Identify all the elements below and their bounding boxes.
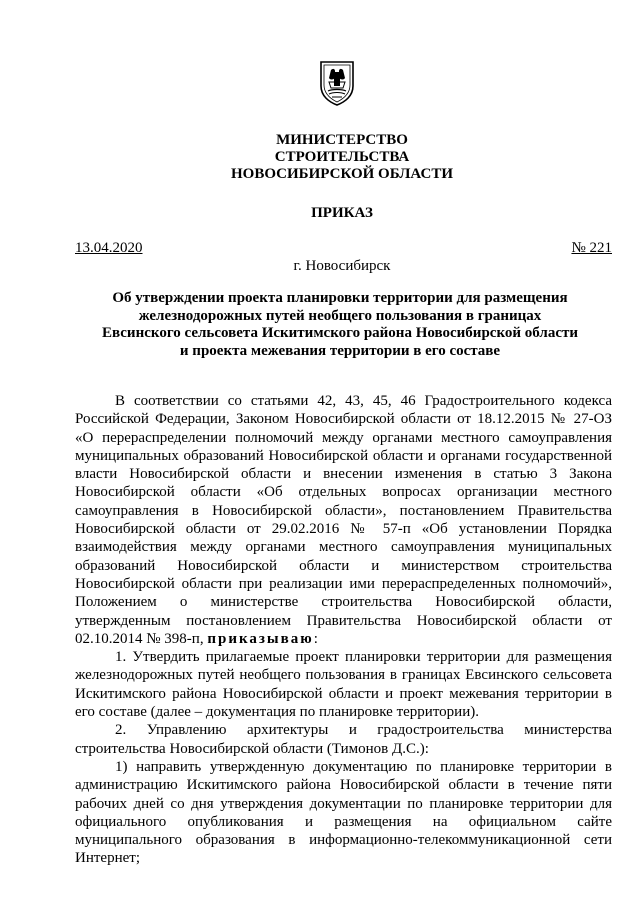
item-1: 1. Утвердить прилагаемые проект планировки территории для размещения железнодорожных путей необщего пользования в границах Евсинского сельсовета Искитимского района Новосибирской области и проект межевания территории в его составе (далее – документация по планировке территории). <box>75 649 612 721</box>
preamble-paragraph <box>75 392 612 648</box>
order-number: № 221 <box>571 240 612 256</box>
city: г. Новосибирск <box>293 258 391 274</box>
item-2: 2. Управлению архитектуры и градостроительства министерства строительства Новосибирской области (Тимонов Д.С.): <box>75 722 612 757</box>
preamble-text: В соответствии со статьями 42, 43, 45, 46 Градостроительного кодекса Российской Федерации, Законом Новосибирской области от 18.12.2015 № 27-ОЗ «О перераспределении полномочий между органами местного самоуправления муниципальных образований Новосибирской области и органами государственной власти Новосибирской области и внесении изменения в статью 3 Закона Новосибирской области «Об отдельных вопросах организации местного самоуправления в Новосибирской области», постановлением Правительства Новосибирской области от 29.02.2016 № 57-п «Об установлении Порядка взаимодействия между органами местного самоуправления муниципальных образований Новосибирской области и министерством строительства Новосибирской области при реализации ими перераспределенных полномочий», Положением о министерстве строительства Новосибирской области, утвержденным постановлением Правительства Новосибирской области от 02.10.2014 № 398-п, <box>75 393 612 647</box>
ministry-line-2: СТРОИТЕЛЬСТВА <box>274 149 410 165</box>
order-body <box>75 392 612 868</box>
ministry-name <box>22 132 640 183</box>
order-title: ПРИКАЗ <box>311 205 373 221</box>
item-2-1: 1) направить утвержденную документацию по планировке территории в администрацию Искитимского района Новосибирской области в течение пяти рабочих дней со дня утверждения документации по планировке территории для официального опубликования и размещения на официальном сайте муниципального образования в информационно-телекоммуникационной сети Интернет; <box>75 758 612 867</box>
order-date: 13.04.2020 <box>75 240 143 256</box>
decree-word: приказываю <box>207 630 314 647</box>
coat-of-arms-icon <box>317 58 357 106</box>
ministry-line-3: НОВОСИБИРСКОЙ ОБЛАСТИ <box>230 166 454 182</box>
ministry-line-1: МИНИСТЕРСТВО <box>276 132 408 148</box>
order-subject: Об утверждении проекта планировки территории для размещения железнодорожных путей необщего пользования в границах Евсинского сельсовета Искитимского района Новосибирской области и проекта межевания территории в его составе <box>101 290 578 359</box>
decree-colon: : <box>313 630 318 647</box>
